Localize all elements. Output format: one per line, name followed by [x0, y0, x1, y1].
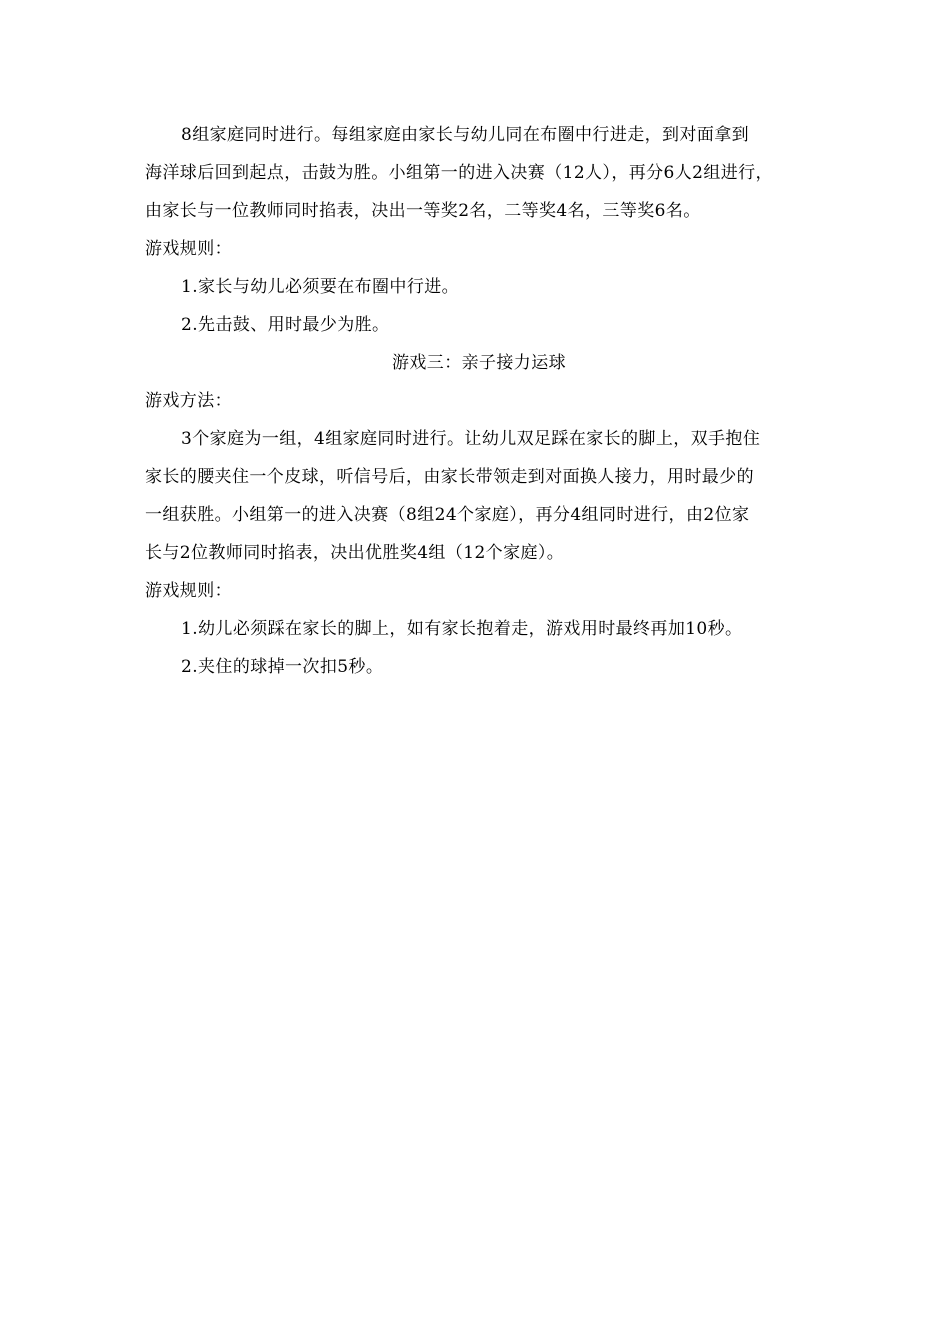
- rule-item: 2.夹住的球掉一次扣5秒。: [181, 657, 384, 677]
- rules-heading: 游戏规则：: [145, 581, 232, 601]
- paragraph-line: 8组家庭同时进行。每组家庭由家长与幼儿同在布圈中行进走，到对面拿到: [181, 125, 750, 145]
- paragraph-line: 家长的腰夹住一个皮球，听信号后，由家长带领走到对面换人接力，用时最少的: [145, 467, 754, 487]
- paragraph-line: 海洋球后回到起点，击鼓为胜。小组第一的进入决赛（12人），再分6人2组进行，: [145, 163, 773, 183]
- rules-heading: 游戏规则：: [145, 239, 232, 259]
- rule-item: 1.家长与幼儿必须要在布圈中行进。: [181, 277, 460, 297]
- rule-item: 2.先击鼓、用时最少为胜。: [181, 315, 390, 335]
- rule-item: 1.幼儿必须踩在家长的脚上，如有家长抱着走，游戏用时最终再加10秒。: [181, 619, 743, 639]
- paragraph-line: 由家长与一位教师同时掐表，决出一等奖2名，二等奖4名，三等奖6名。: [145, 201, 701, 221]
- paragraph-line: 长与2位教师同时掐表，决出优胜奖4组（12个家庭）。: [145, 543, 565, 563]
- paragraph-line: 一组获胜。小组第一的进入决赛（8组24个家庭），再分4组同时进行，由2位家: [145, 505, 750, 525]
- method-heading: 游戏方法：: [145, 391, 232, 411]
- section-title: 游戏三：亲子接力运球: [392, 353, 566, 373]
- document-body: [145, 116, 813, 686]
- paragraph-line: 3个家庭为一组，4组家庭同时进行。让幼儿双足踩在家长的脚上，双手抱住: [181, 429, 761, 449]
